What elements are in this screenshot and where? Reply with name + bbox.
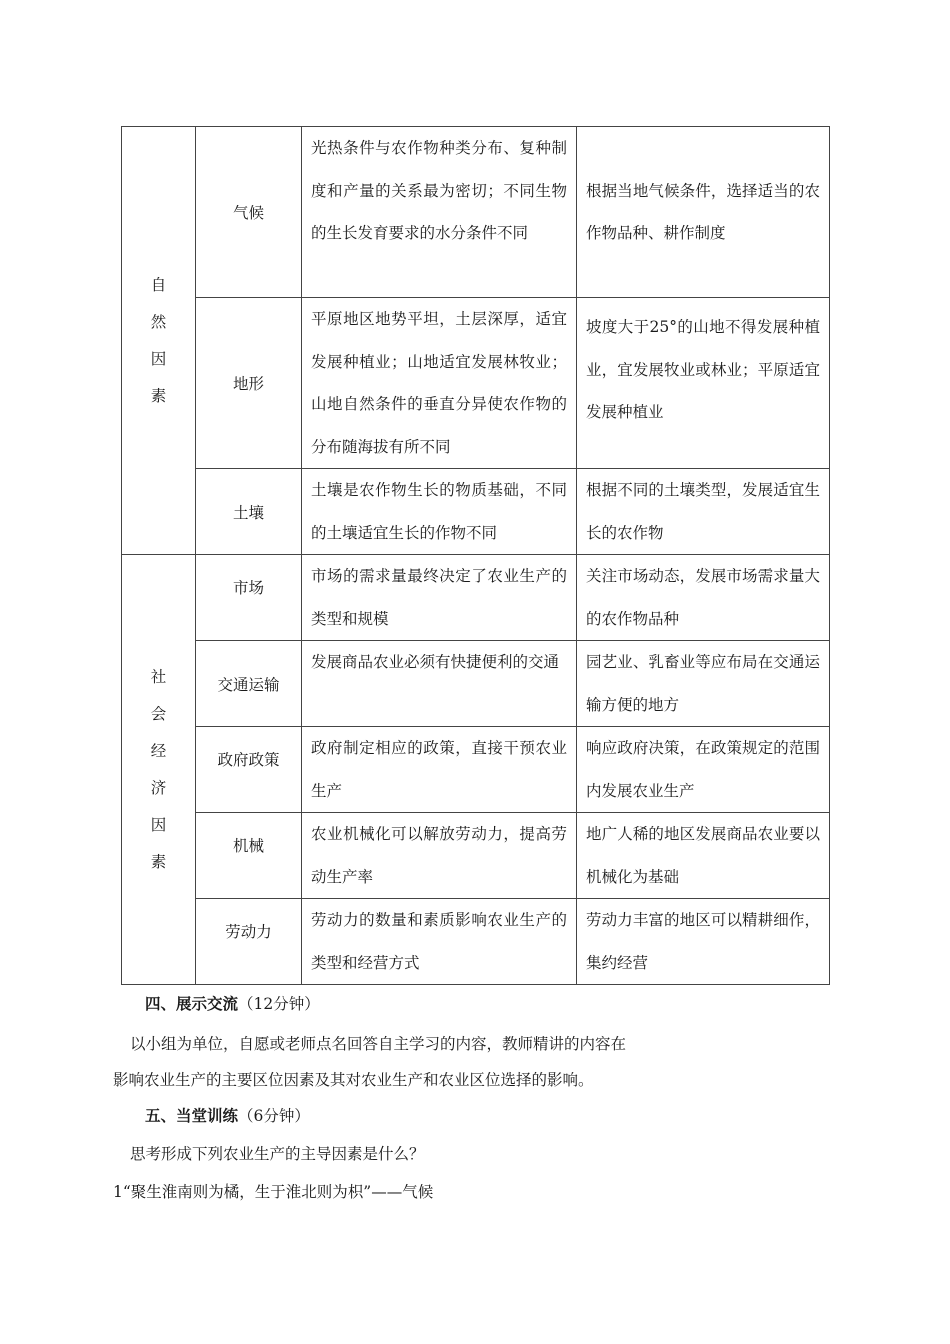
impact-text: 劳动力的数量和素质影响农业生产的类型和经营方式 <box>311 911 567 972</box>
section4-heading <box>145 992 320 1014</box>
factor-measure <box>577 555 830 641</box>
category-char: 济 <box>150 778 167 797</box>
impact-text: 农业机械化可以解放劳动力，提高劳动生产率 <box>311 825 567 886</box>
impact-text: 土壤是农作物生长的物质基础，不同的土壤适宜生长的作物不同 <box>311 481 567 542</box>
category-char: 素 <box>150 386 167 405</box>
table-row <box>122 555 830 641</box>
factor-name: 劳动力 <box>196 899 302 985</box>
category-char: 然 <box>150 312 167 331</box>
table-row <box>122 298 830 469</box>
category-natural <box>122 127 196 555</box>
table-row <box>122 899 830 985</box>
section5-question: 思考形成下列农业生产的主导因素是什么？ <box>130 1145 425 1163</box>
measure-text: 劳动力丰富的地区可以精耕细作，集约经营 <box>586 911 820 972</box>
category-socioeconomic <box>122 555 196 985</box>
impact-text: 发展商品农业必须有快捷便利的交通 <box>311 653 560 671</box>
factor-name: 土壤 <box>196 469 302 555</box>
factor-impact <box>302 127 577 298</box>
factor-impact <box>302 641 577 727</box>
factor-measure <box>577 298 830 469</box>
section4-time: （12分钟） <box>238 995 320 1013</box>
table-row <box>122 727 830 813</box>
measure-text: 响应政府决策，在政策规定的范围内发展农业生产 <box>586 739 820 800</box>
table-row <box>122 127 830 298</box>
category-char: 自 <box>150 275 167 294</box>
factor-measure <box>577 127 830 298</box>
factor-measure <box>577 727 830 813</box>
category-char: 会 <box>150 704 167 723</box>
section4-paragraph-line1: 以小组为单位，自愿或老师点名回答自主学习的内容，教师精讲的内容在 <box>130 1035 627 1053</box>
measure-text: 地广人稀的地区发展商品农业要以机械化为基础 <box>586 825 820 886</box>
factor-impact <box>302 813 577 899</box>
measure-text: 根据不同的土壤类型，发展适宜生长的农作物 <box>586 481 820 542</box>
category-char: 因 <box>150 815 167 834</box>
factor-measure <box>577 469 830 555</box>
measure-text: 关注市场动态，发展市场需求量大的农作物品种 <box>586 567 820 628</box>
impact-text: 光热条件与农作物种类分布、复种制度和产量的关系最为密切；不同生物的生长发育要求的水分条件不同 <box>311 139 567 242</box>
category-char: 素 <box>150 852 167 871</box>
factor-name: 政府政策 <box>196 727 302 813</box>
impact-text: 政府制定相应的政策，直接干预农业生产 <box>311 739 567 800</box>
factor-impact <box>302 469 577 555</box>
measure-text: 坡度大于25°的山地不得发展种植业，宜发展牧业或林业；平原适宜发展种植业 <box>586 318 820 421</box>
impact-text: 平原地区地势平坦，土层深厚，适宜发展种植业；山地适宜发展林牧业；山地自然条件的垂直分异使农作物的分布随海拔有所不同 <box>311 310 567 456</box>
category-char: 因 <box>150 349 167 368</box>
section4-title: 四、展示交流 <box>145 995 239 1013</box>
factor-impact <box>302 298 577 469</box>
factor-name: 地形 <box>196 298 302 469</box>
category-char: 社 <box>150 667 167 686</box>
factor-measure <box>577 641 830 727</box>
table-row <box>122 813 830 899</box>
section5-time: （6分钟） <box>238 1107 310 1125</box>
impact-text: 市场的需求量最终决定了农业生产的类型和规模 <box>311 567 567 628</box>
factor-impact <box>302 555 577 641</box>
section5-heading <box>145 1104 310 1126</box>
factor-name: 交通运输 <box>196 641 302 727</box>
section5-title: 五、当堂训练 <box>145 1107 239 1125</box>
section5-item-1: 1“聚生淮南则为橘，生于淮北则为枳”——气候 <box>113 1183 434 1201</box>
agriculture-factors-table <box>121 126 830 985</box>
factor-name: 市场 <box>196 555 302 641</box>
factor-measure <box>577 813 830 899</box>
factor-measure <box>577 899 830 985</box>
table-row <box>122 469 830 555</box>
factor-name: 机械 <box>196 813 302 899</box>
table-row <box>122 641 830 727</box>
factor-impact <box>302 899 577 985</box>
factor-name: 气候 <box>196 127 302 298</box>
category-char: 经 <box>150 741 167 760</box>
measure-text: 根据当地气候条件，选择适当的农作物品种、耕作制度 <box>586 181 820 242</box>
section4-paragraph-line2: 影响农业生产的主要区位因素及其对农业生产和农业区位选择的影响。 <box>113 1071 594 1089</box>
measure-text: 园艺业、乳畜业等应布局在交通运输方便的地方 <box>586 653 820 714</box>
factor-impact <box>302 727 577 813</box>
